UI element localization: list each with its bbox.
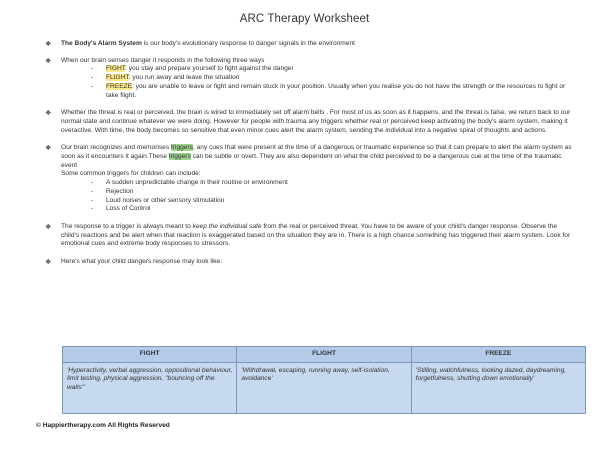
common-triggers-lead: Some common triggers for children can include: xyxy=(61,170,201,178)
fight-term: FIGHT xyxy=(106,65,126,73)
bullet-icon: ❖ xyxy=(45,145,52,153)
response-item-freeze: - FREEZE: you are unable to leave or fight and remain stuck in your position. Usually when you realise you do not have the strength or the resources to fight or take flight. xyxy=(91,82,566,99)
worksheet-body xyxy=(45,40,575,275)
responses-section xyxy=(45,57,575,101)
fight-cell: 'Hyperactivity, verbal aggression, oppositional behaviour, limit testing, physical aggression, "bouncing off the walls"' xyxy=(63,362,237,413)
freeze-term: FREEZE xyxy=(106,82,133,90)
page-title: ARC Therapy Worksheet xyxy=(239,13,370,25)
response-paragraph: ❖ The response to a trigger is always meant to keep the individual safe from the real or perceived threat. You have to be aware of your child's danger response. Observe the child's reactions and be alert when that reaction is exaggerated based on the situation they are in. There is a high chance something has triggered their alarm system. Look for emotional cues and extreme body responses to stressors. xyxy=(45,222,571,248)
triggers-section xyxy=(45,144,575,214)
flight-term: FLIGHT xyxy=(106,74,129,82)
flight-cell: 'Withdrawal, escaping, running away, self-isolation, avoidance' xyxy=(237,362,411,413)
trigger-list-item: - Rejection xyxy=(91,187,134,195)
table-intro: ❖ Here's what your child dangers response may look like: xyxy=(45,258,223,267)
trigger-list-item: - Loss of Control xyxy=(91,205,151,213)
trigger-list-item: - A sudden unpredictable change in their routine or environment xyxy=(91,179,288,187)
trigger-list-item: - Loud noises or other sensory stimulation xyxy=(91,196,225,204)
intro-paragraph xyxy=(45,40,575,49)
copyright-footer: © Happiertherapy.com All Rights Reserved xyxy=(36,422,170,429)
bullet-icon: ❖ xyxy=(45,110,52,118)
response-item-flight: - FLIGHT: you run away and leave the situation xyxy=(91,74,240,82)
column-header-flight: FLIGHT xyxy=(237,347,411,363)
keep-safe-emphasis: keep the individual safe xyxy=(192,222,262,230)
column-header-fight: FIGHT xyxy=(63,347,237,363)
triggers-term: triggers xyxy=(170,144,193,152)
table-row xyxy=(63,362,586,413)
triggers-term: triggers xyxy=(168,153,191,161)
responses-lead: When our brain senses danger it responds in the following three ways xyxy=(61,56,265,64)
triggers-paragraph: Our brain recognizes and memorises triggers, any cues that were present at the time of a dangerous or traumatic experience so that it can prepare to alert the alarm system as soon as it encounters it again.These triggers can be subtle or overt. They are also dependent on what the child perceived to be a dangerous cue at the time of the traumatic event xyxy=(61,144,572,169)
response-item-fight: - FIGHT: you stay and prepare yourself to fight against the danger xyxy=(91,65,294,73)
bullet-icon: ❖ xyxy=(45,41,52,48)
intro-text: is our body's evolutionary response to danger signals in the environment xyxy=(141,40,355,47)
freeze-cell: 'Stilling, watchfulness, looking dazed, daydreaming, forgetfulness, shutting down emotionally' xyxy=(411,362,585,413)
bullet-icon: ❖ xyxy=(45,259,52,267)
bullet-icon: ❖ xyxy=(45,57,52,65)
bullet-icon: ❖ xyxy=(45,223,52,231)
alarm-system-term: The Body's Alarm System xyxy=(61,40,142,47)
danger-response-table xyxy=(62,346,586,414)
threat-paragraph: ❖ Whether the threat is real or perceived, the brain is wired to immediately set off alarm bells . For most of us as soon as it happens, and the threat is false, we return back to our normal state and continue whatever we were doing. However for people with trauma any triggers whether real or perceived keep activating the body's alarm system, making it overactive. With time, the body becomes so sensitive that even minor cues alert the alarm system, sending the individual into a negative spiral of thoughts and actions. xyxy=(45,109,571,134)
table-header-row xyxy=(63,347,586,363)
column-header-freeze: FREEZE xyxy=(411,347,585,363)
